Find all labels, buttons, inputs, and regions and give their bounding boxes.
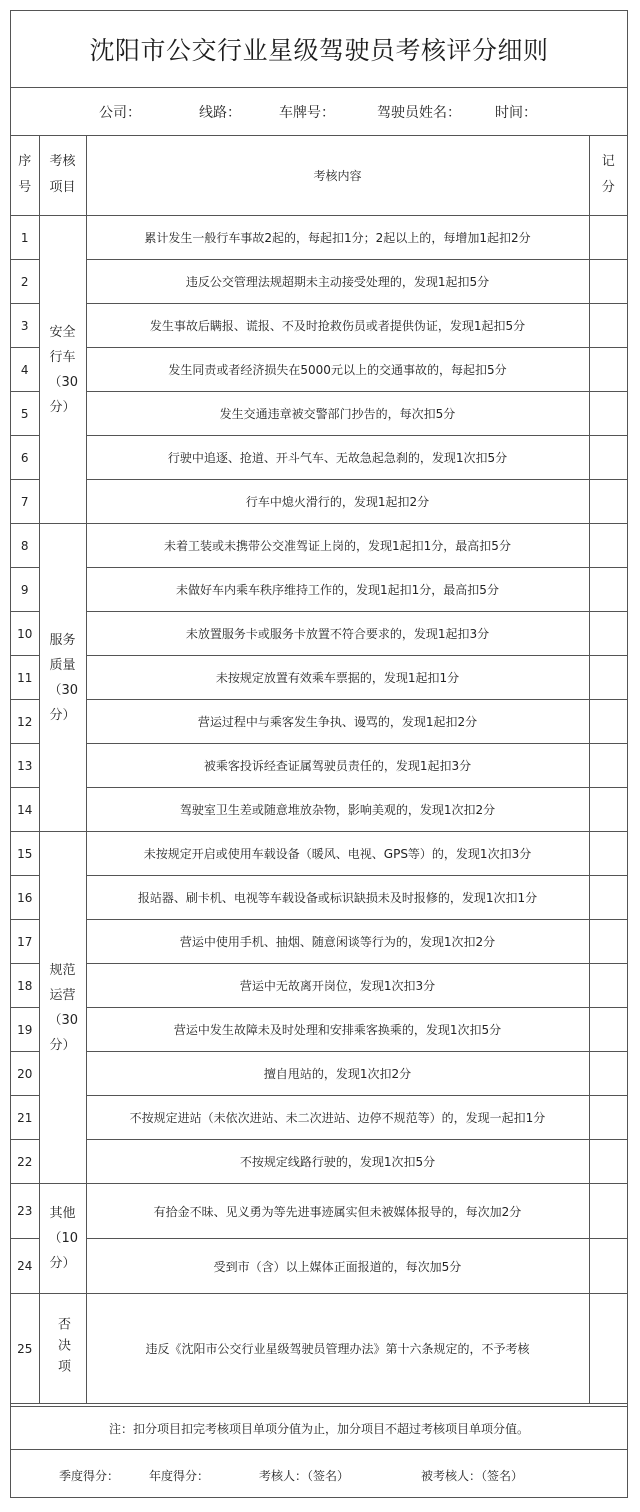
row-content: 累计发生一般行车事故2起的，每起扣1分；2起以上的，每增加1起扣2分 — [86, 216, 589, 260]
row-score-cell[interactable] — [589, 656, 627, 700]
row-content: 未按规定放置有效乘车票据的，发现1起扣1分 — [86, 656, 589, 700]
row-score-cell[interactable] — [589, 348, 627, 392]
table-row — [11, 568, 627, 612]
row-score-cell[interactable] — [589, 1184, 627, 1239]
row-number: 25 — [11, 1294, 39, 1404]
table-row — [11, 1294, 627, 1404]
category-veto: 否决项 — [39, 1294, 86, 1404]
row-content: 未做好车内乘车秩序维持工作的，发现1起扣1分，最高扣5分 — [86, 568, 589, 612]
row-number: 2 — [11, 260, 39, 304]
row-score-cell[interactable] — [589, 436, 627, 480]
row-content: 擅自甩站的，发现1次扣2分 — [86, 1052, 589, 1096]
row-number: 18 — [11, 964, 39, 1008]
row-content: 违反公交管理法规超期未主动接受处理的，发现1起扣5分 — [86, 260, 589, 304]
table-row — [11, 876, 627, 920]
examiner-signature-field: 考核人：（签名） — [259, 1469, 350, 1483]
form-title: 沈阳市公交行业星级驾驶员考核评分细则 — [11, 11, 627, 88]
row-score-cell[interactable] — [589, 216, 627, 260]
row-number: 16 — [11, 876, 39, 920]
row-score-cell[interactable] — [589, 744, 627, 788]
table-row — [11, 304, 627, 348]
table-row — [11, 656, 627, 700]
route-field: 线路： — [199, 105, 241, 121]
table-row — [11, 1140, 627, 1184]
row-content: 报站器、刷卡机、电视等车载设备或标识缺损未及时报修的，发现1次扣1分 — [86, 876, 589, 920]
row-score-cell[interactable] — [589, 700, 627, 744]
table-row — [11, 1096, 627, 1140]
header-seq: 序号 — [11, 135, 39, 216]
row-number: 4 — [11, 348, 39, 392]
row-score-cell[interactable] — [589, 1239, 627, 1294]
table-row — [11, 832, 627, 876]
row-score-cell[interactable] — [589, 1140, 627, 1184]
row-score-cell[interactable] — [589, 788, 627, 832]
row-content: 发生同责或者经济损失在5000元以上的交通事故的，每起扣5分 — [86, 348, 589, 392]
category-operation: 规范运营（30分） — [39, 832, 86, 1184]
table-row — [11, 480, 627, 524]
row-content: 行驶中追逐、抢道、开斗气车、无故急起急刹的，发现1次扣5分 — [86, 436, 589, 480]
examinee-signature-field: 被考核人：（签名） — [421, 1469, 524, 1483]
header-item: 考核项目 — [39, 135, 86, 216]
table-row — [11, 1052, 627, 1096]
row-score-cell[interactable] — [589, 1008, 627, 1052]
row-score-cell[interactable] — [589, 1052, 627, 1096]
row-number: 10 — [11, 612, 39, 656]
row-number: 8 — [11, 524, 39, 568]
category-other: 其他（10分） — [39, 1184, 86, 1294]
table-row — [11, 744, 627, 788]
table-row — [11, 436, 627, 480]
footnote: 注：扣分项目扣完考核项目单项分值为止，加分项目不超过考核项目单项分值。 — [11, 1406, 627, 1450]
table-row — [11, 524, 627, 568]
row-content: 有拾金不昧、见义勇为等先进事迹属实但未被媒体报导的，每次加2分 — [86, 1184, 589, 1239]
table-row — [11, 260, 627, 304]
driver-name-field: 驾驶员姓名： — [377, 105, 461, 121]
row-number: 23 — [11, 1184, 39, 1239]
form-meta-row — [11, 87, 627, 136]
category-service: 服务质量（30分） — [39, 524, 86, 832]
row-content: 营运中使用手机、抽烟、随意闲谈等行为的，发现1次扣2分 — [86, 920, 589, 964]
row-number: 1 — [11, 216, 39, 260]
quarter-score-field: 季度得分： — [59, 1469, 120, 1483]
row-content: 未按规定开启或使用车载设备（暖风、电视、GPS等）的，发现1次扣3分 — [86, 832, 589, 876]
row-score-cell[interactable] — [589, 876, 627, 920]
row-number: 9 — [11, 568, 39, 612]
row-score-cell[interactable] — [589, 568, 627, 612]
row-number: 20 — [11, 1052, 39, 1096]
row-number: 7 — [11, 480, 39, 524]
row-content: 不按规定线路行驶的，发现1次扣5分 — [86, 1140, 589, 1184]
row-score-cell[interactable] — [589, 832, 627, 876]
row-number: 5 — [11, 392, 39, 436]
company-field: 公司： — [99, 105, 141, 121]
table-row — [11, 392, 627, 436]
row-content: 不按规定进站（未依次进站、未二次进站、边停不规范等）的，发现一起扣1分 — [86, 1096, 589, 1140]
table-header-row — [11, 135, 627, 216]
year-score-field: 年度得分： — [149, 1469, 210, 1483]
row-score-cell[interactable] — [589, 1294, 627, 1404]
table-row — [11, 788, 627, 832]
row-content: 发生事故后瞒报、谎报、不及时抢救伤员或者提供伪证，发现1起扣5分 — [86, 304, 589, 348]
scoring-table — [11, 135, 627, 1404]
signature-row — [11, 1450, 627, 1497]
row-score-cell[interactable] — [589, 1096, 627, 1140]
row-content: 驾驶室卫生差或随意堆放杂物，影响美观的，发现1次扣2分 — [86, 788, 589, 832]
row-number: 6 — [11, 436, 39, 480]
row-content: 被乘客投诉经查证属驾驶员责任的，发现1起扣3分 — [86, 744, 589, 788]
row-number: 14 — [11, 788, 39, 832]
row-score-cell[interactable] — [589, 920, 627, 964]
row-number: 3 — [11, 304, 39, 348]
time-field: 时间： — [495, 105, 537, 121]
row-content: 受到市（含）以上媒体正面报道的，每次加5分 — [86, 1239, 589, 1294]
row-content: 未着工装或未携带公交准驾证上岗的，发现1起扣1分，最高扣5分 — [86, 524, 589, 568]
row-score-cell[interactable] — [589, 260, 627, 304]
table-row — [11, 216, 627, 260]
row-number: 12 — [11, 700, 39, 744]
row-content: 行车中熄火滑行的，发现1起扣2分 — [86, 480, 589, 524]
row-content: 营运过程中与乘客发生争执、谩骂的，发现1起扣2分 — [86, 700, 589, 744]
table-row — [11, 1239, 627, 1294]
row-number: 13 — [11, 744, 39, 788]
row-number: 21 — [11, 1096, 39, 1140]
row-content: 营运中发生故障未及时处理和安排乘客换乘的，发现1次扣5分 — [86, 1008, 589, 1052]
row-content: 未放置服务卡或服务卡放置不符合要求的，发现1起扣3分 — [86, 612, 589, 656]
row-score-cell[interactable] — [589, 304, 627, 348]
evaluation-form — [10, 10, 628, 1498]
row-content: 营运中无故离开岗位，发现1次扣3分 — [86, 964, 589, 1008]
row-number: 24 — [11, 1239, 39, 1294]
row-number: 17 — [11, 920, 39, 964]
plate-field: 车牌号： — [279, 105, 335, 121]
header-content: 考核内容 — [86, 135, 589, 216]
header-score: 记分 — [589, 135, 627, 216]
row-score-cell[interactable] — [589, 964, 627, 1008]
row-number: 19 — [11, 1008, 39, 1052]
table-row — [11, 348, 627, 392]
row-content: 违反《沈阳市公交行业星级驾驶员管理办法》第十六条规定的，不予考核 — [86, 1294, 589, 1404]
row-number: 11 — [11, 656, 39, 700]
row-number: 22 — [11, 1140, 39, 1184]
row-number: 15 — [11, 832, 39, 876]
row-score-cell[interactable] — [589, 392, 627, 436]
table-row — [11, 1184, 627, 1239]
row-content: 发生交通违章被交警部门抄告的，每次扣5分 — [86, 392, 589, 436]
row-score-cell[interactable] — [589, 480, 627, 524]
table-row — [11, 612, 627, 656]
category-safety: 安全行车（30分） — [39, 216, 86, 524]
table-row — [11, 920, 627, 964]
row-score-cell[interactable] — [589, 612, 627, 656]
table-row — [11, 700, 627, 744]
table-row — [11, 1008, 627, 1052]
row-score-cell[interactable] — [589, 524, 627, 568]
table-row — [11, 964, 627, 1008]
